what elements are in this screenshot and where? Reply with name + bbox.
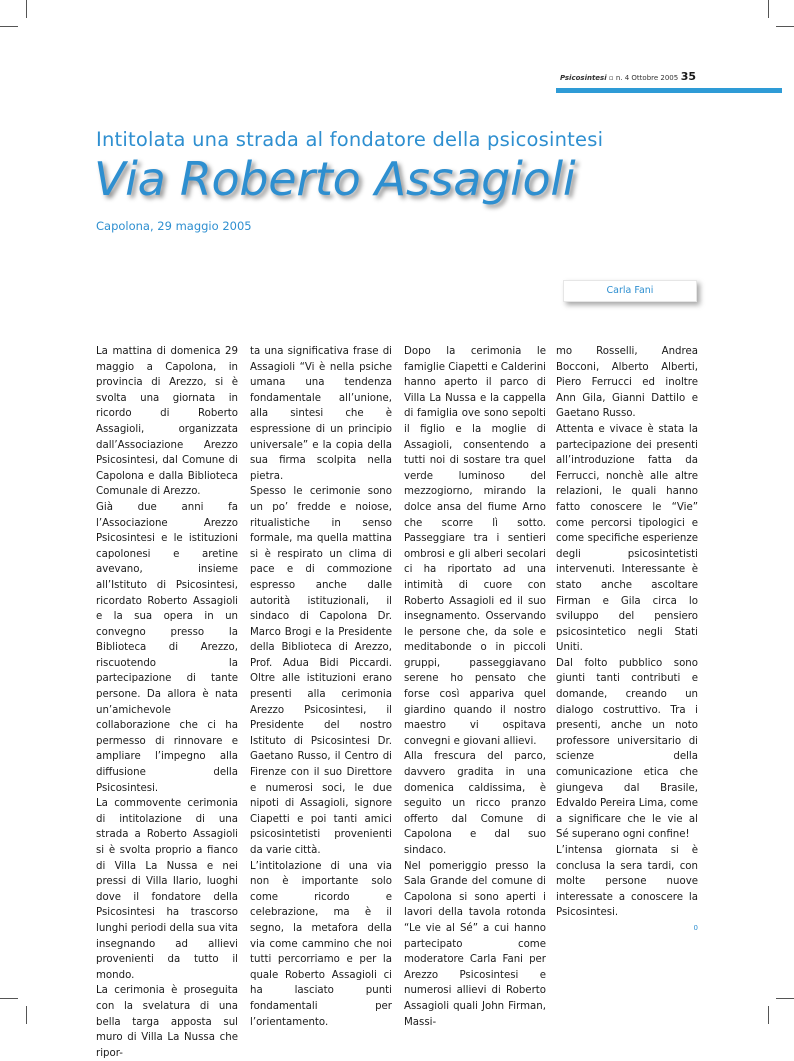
text-column-2 [250,344,392,1030]
article-dateline: Capolona, 29 maggio 2005 [96,219,252,233]
author-byline [563,280,697,302]
paragraph: La commovente cerimonia di intitolazione di una strada a Roberto Assagioli si è svolta proprio a fianco di Villa La Nussa e nei pressi di Villa Ilario, luoghi dove il fondatore della Psicosintesi ha trascorso lunghi periodi della sua vita insegnando ad allievi provenienti da tutto il mondo. [96,798,238,981]
paragraph: Dopo la cerimonia le famiglie Ciapetti e Calderini hanno aperto il parco di Villa La Nussa e la cappella di famiglia ove sono sepolti il figlio e la moglie di Assagioli, consentendo a tutti noi di sostare tra quel verde luminoso del mezzogiorno, mirando la dolce ansa del fiume Arno che scorre lì sotto. Passeggiare tra i sentieri ombrosi e gli alberi secolari ci ha riportato ad una intimità di cuore con Roberto Assagioli ed il suo insegnamento. Osservando le persone che, da sole e meditabonde o in piccoli gruppi, passeggiavano serene ho pensato che forse così appariva quel giardino quando il nostro maestro vi ospitava convegni e giovani allievi. [404,346,546,747]
paragraph: L’intitolazione di una via non è importante solo come ricordo e celebrazione, ma è il segno, la metafora della via come cammino che noi tutti percorriamo e per la quale Roberto Assagioli ci ha lasciato punti fondamentali per l’orientamento. [250,860,392,1028]
text-column-3 [404,344,546,1030]
header-rule [556,88,782,93]
author-name: Carla Fani [606,285,654,296]
text-column-4 [556,344,698,933]
crop-mark [26,0,27,18]
text-column-1 [96,344,238,1061]
crop-mark [768,1006,769,1024]
paragraph: Già due anni fa l’Associazione Arezzo Psicosintesi e le istituzioni capolonesi e aretine avevano, insieme all’Istituto di Psicosintesi, ricordato Roberto Assagioli e la sua opera in un convegno presso la Biblioteca di Arezzo, riscuotendo la partecipazione di tante persone. Da allora è nata un’amichevole collaborazione che ci ha permesso di rinnovare e ampliare l’impegno alla diffusione della Psicosintesi. [96,501,238,794]
crop-mark [0,998,18,999]
issue-info: n. 4 Ottobre 2005 [615,74,679,82]
crop-mark [776,998,794,999]
article-title: Via Roberto Assagioli [94,152,576,206]
running-head [560,70,782,83]
paragraph: Alla frescura del parco, davvero gradita in una domenica caldissima, è seguito un ricco pranzo offerto dal Comune di Capolona e dal suo sindaco. [404,751,546,856]
separator-glyph: ▫ [608,74,616,82]
article-kicker: Intitolata una strada al fondatore della psicosintesi [96,128,604,151]
paragraph: ta una significativa frase di Assagioli “Vi è nella psiche umana una tendenza fondamentale all’unione, alla sintesi che è espressione di un principio universale” e la copia della sua firma scolpita nella pietra. [250,346,392,482]
page-number: 35 [680,70,696,83]
crop-mark [776,26,794,27]
paragraph: mo Rosselli, Andrea Bocconi, Alberto Alberti, Piero Ferrucci ed inoltre Ann Gila, Gianni Dattilo e Gaetano Russo. [556,346,698,420]
journal-name: Psicosintesi [560,74,607,82]
crop-mark [768,0,769,18]
paragraph: Nel pomeriggio presso la Sala Grande del comune di Capolona si sono aperti i lavori della tavola rotonda “Le vie al Sé” a cui hanno partecipato come moderatore Carla Fani per Arezzo Psicosintesi e numerosi allievi di Roberto Assagioli quali John Firman, Massi- [404,860,546,1028]
crop-mark [26,1006,27,1024]
paragraph: Spesso le cerimonie sono un po’ fredde e noiose, ritualistiche in senso formale, ma quella mattina si è respirato un clima di pace e di commozione espresso anche dalle autorità istituzionali, il sindaco di Capolona Dr. Marco Brogi e la Presidente della Biblioteca di Arezzo, Prof. Adua Bidi Piccardi. Oltre alle istituzioni erano presenti alla cerimonia Arezzo Psicosintesi, il Presidente del nostro Istituto di Psicosintesi Dr. Gaetano Russo, il Centro di Firenze con il suo Direttore e numerosi soci, le due nipoti di Assagioli, signore Ciapetti e poi tanti amici psicosintetisti provenienti da varie città. [250,486,392,856]
paragraph: La mattina di domenica 29 maggio a Capolona, in provincia di Arezzo, si è svolta una giornata in ricordo di Roberto Assagioli, organizzata dall’Associazione Arezzo Psicosintesi, dal Comune di Capolona e dalla Biblioteca Comunale di Arezzo. [96,346,238,498]
crop-mark [0,26,18,27]
paragraph: L’intensa giornata si è conclusa la sera tardi, con molte persone nuove interessate a conoscere la Psicosintesi. [556,845,698,919]
paragraph: La cerimonia è proseguita con la svelatura di una bella targa apposta sul muro di Villa La Nussa che ripor- [96,985,238,1059]
article-body [96,344,706,1059]
paragraph: Dal folto pubblico sono giunti tanti contributi e domande, creando un dialogo costruttivo. Tra i presenti, anche un noto professore universitario di scienze della comunicazione etica che giungeva dal Brasile, Edvaldo Pereira Lima, come a significare che le vie al Sé superano ogni confine! [556,657,698,841]
paragraph: Attenta e vivace è stata la partecipazione dei presenti all’introduzione fatta da Ferrucci, nonchè alle altre relazioni, le quali hanno fatto conoscere le “Vie” come percorsi tipologici e come specifiche esperienze degli psicosintetisti intervenuti. Interessante è stato anche ascoltare Firman e Gila circa lo sviluppo del pensiero psicosintetico negli Stati Uniti. [556,423,698,654]
end-of-article-mark: 0 [693,923,698,932]
